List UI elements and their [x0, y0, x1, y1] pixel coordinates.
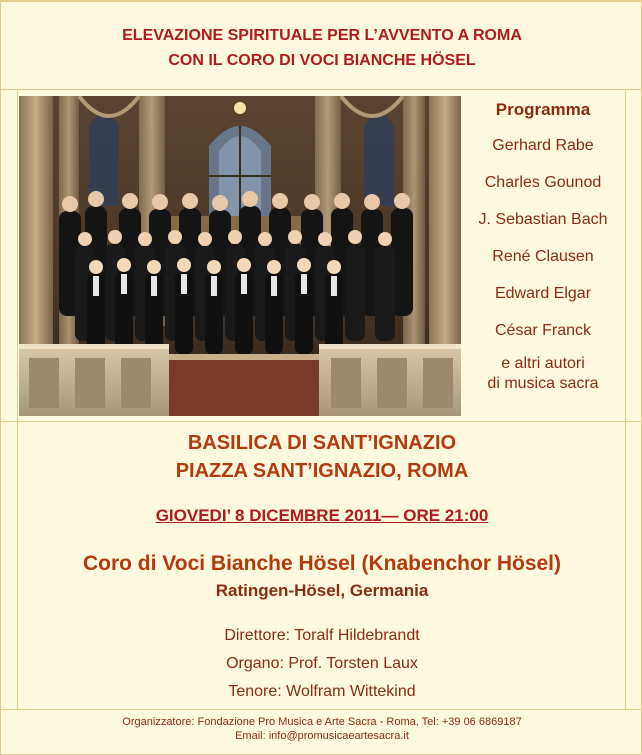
organizer-info: Organizzatore: Fondazione Pro Musica e Arte Sacra - Roma, Tel: +39 06 6869187	[122, 716, 522, 728]
choir-name: Coro di Voci Bianche Hösel (Knabenchor Hösel)	[82, 552, 562, 575]
tenor-credit: Tenore: Wolfram Wittekind	[228, 683, 416, 700]
composer-item: René Clausen	[492, 248, 594, 265]
organ-credit: Organo: Prof. Torsten Laux	[226, 655, 418, 672]
organizer-email: Email: info@promusicaeartesacra.it	[235, 730, 409, 742]
venue-line-1: BASILICA DI SANT’IGNAZIO	[187, 432, 457, 454]
choir-photo	[19, 96, 461, 416]
event-title-line-1: ELEVAZIONE SPIRITUALE PER L’AVVENTO A ROMA	[122, 27, 522, 44]
venue	[1, 429, 642, 485]
program-list	[463, 96, 623, 394]
divider	[1, 1, 642, 2]
other-authors-line-2: di musica sacra	[487, 375, 599, 392]
divider	[1, 421, 642, 422]
composer-item: César Franck	[494, 322, 592, 339]
composer-item: Edward Elgar	[494, 285, 592, 302]
venue-line-2: PIAZZA SANT’IGNAZIO, ROMA	[175, 460, 469, 482]
performers	[1, 622, 642, 706]
composer-item: J. Sebastian Bach	[478, 211, 608, 228]
divider	[1, 89, 642, 90]
event-title	[1, 23, 642, 73]
event-date: GIOVEDI’ 8 DICEMBRE 2011— ORE 21:00	[155, 506, 489, 525]
organizer-footer	[1, 715, 642, 743]
composer-item: Charles Gounod	[484, 174, 602, 191]
choir-location: Ratingen-Hösel, Germania	[215, 581, 429, 600]
composer-item: Gerhard Rabe	[492, 137, 594, 154]
event-title-line-2: CON IL CORO DI VOCI BIANCHE HÖSEL	[168, 52, 476, 69]
divider	[17, 89, 18, 709]
director-credit: Direttore: Toralf Hildebrandt	[224, 627, 420, 644]
divider	[1, 709, 642, 710]
other-authors-line-1: e altri autori	[501, 355, 585, 372]
divider	[625, 89, 626, 709]
program-title: Programma	[495, 100, 591, 119]
other-authors	[463, 354, 623, 394]
